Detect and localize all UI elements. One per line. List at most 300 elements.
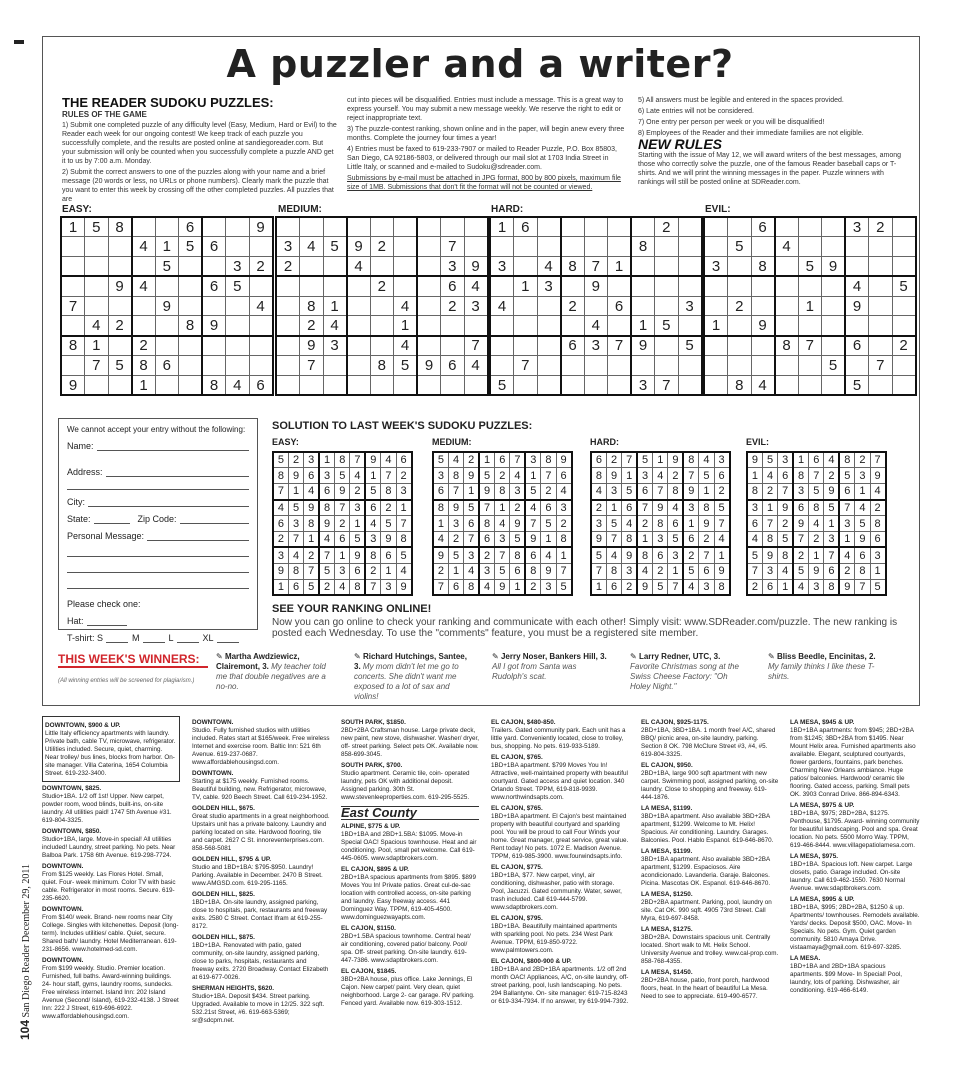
puzzle-cell[interactable] — [678, 356, 702, 376]
puzzle-cell[interactable] — [347, 375, 371, 395]
puzzle-cell[interactable] — [417, 336, 441, 356]
puzzle-cell[interactable] — [441, 217, 465, 237]
puzzle-cell[interactable] — [417, 257, 441, 277]
puzzle-cell[interactable] — [704, 336, 728, 356]
puzzle-cell[interactable] — [85, 257, 109, 277]
puzzle-cell[interactable]: 4 — [394, 336, 418, 356]
puzzle-cell[interactable] — [775, 257, 799, 277]
puzzle-cell[interactable] — [892, 356, 916, 376]
puzzle-cell[interactable] — [276, 375, 300, 395]
puzzle-cell[interactable]: 9 — [631, 336, 655, 356]
puzzle-cell[interactable] — [85, 237, 109, 257]
puzzle-cell[interactable]: 1 — [61, 217, 85, 237]
hat-option[interactable] — [67, 616, 249, 626]
puzzle-cell[interactable]: 4 — [249, 296, 273, 316]
puzzle-cell[interactable] — [631, 356, 655, 376]
name-field[interactable] — [67, 441, 249, 451]
puzzle-cell[interactable] — [108, 375, 132, 395]
puzzle-cell[interactable] — [584, 237, 608, 257]
puzzle-cell[interactable] — [775, 356, 799, 376]
puzzle-cell[interactable] — [155, 375, 179, 395]
puzzle-cell[interactable] — [775, 276, 799, 296]
puzzle-cell[interactable]: 5 — [179, 237, 203, 257]
puzzle-cell[interactable] — [417, 375, 441, 395]
puzzle-cell[interactable]: 6 — [441, 276, 465, 296]
puzzle-cell[interactable] — [584, 296, 608, 316]
puzzle-cell[interactable]: 4 — [464, 356, 488, 376]
puzzle-cell[interactable]: 5 — [678, 336, 702, 356]
puzzle-cell[interactable]: 6 — [249, 375, 273, 395]
puzzle-cell[interactable] — [822, 237, 846, 257]
puzzle-cell[interactable]: 7 — [869, 356, 893, 376]
puzzle-cell[interactable]: 4 — [584, 316, 608, 336]
puzzle-cell[interactable]: 6 — [514, 217, 538, 237]
puzzle-cell[interactable] — [226, 296, 250, 316]
puzzle-cell[interactable] — [798, 375, 822, 395]
puzzle-cell[interactable] — [464, 316, 488, 336]
puzzle-cell[interactable] — [798, 276, 822, 296]
puzzle-cell[interactable] — [822, 316, 846, 336]
puzzle-cell[interactable] — [370, 296, 394, 316]
puzzle-cell[interactable] — [276, 336, 300, 356]
puzzle-cell[interactable]: 6 — [608, 296, 632, 316]
puzzle-cell[interactable]: 2 — [869, 217, 893, 237]
puzzle-cell[interactable]: 2 — [728, 296, 752, 316]
puzzle-cell[interactable] — [775, 316, 799, 336]
puzzle-cell[interactable]: 3 — [323, 336, 347, 356]
puzzle-cell[interactable]: 3 — [490, 257, 514, 277]
puzzle-cell[interactable] — [276, 316, 300, 336]
puzzle-cell[interactable] — [845, 237, 869, 257]
puzzle-cell[interactable] — [179, 257, 203, 277]
puzzle-cell[interactable]: 4 — [323, 316, 347, 336]
puzzle-cell[interactable]: 9 — [822, 257, 846, 277]
puzzle-cell[interactable]: 3 — [704, 257, 728, 277]
puzzle-cell[interactable] — [108, 296, 132, 316]
puzzle-cell[interactable]: 8 — [108, 217, 132, 237]
puzzle-cell[interactable]: 2 — [441, 296, 465, 316]
puzzle-cell[interactable] — [584, 356, 608, 376]
puzzle-cell[interactable] — [704, 217, 728, 237]
puzzle-cell[interactable] — [869, 257, 893, 277]
puzzle-cell[interactable]: 5 — [226, 276, 250, 296]
puzzle-cell[interactable] — [537, 356, 561, 376]
puzzle-cell[interactable]: 9 — [845, 296, 869, 316]
puzzle-cell[interactable] — [202, 296, 226, 316]
puzzle-cell[interactable] — [61, 276, 85, 296]
puzzle-cell[interactable] — [514, 296, 538, 316]
puzzle-cell[interactable]: 6 — [179, 217, 203, 237]
puzzle-cell[interactable]: 2 — [300, 316, 324, 336]
puzzle-cell[interactable] — [276, 296, 300, 316]
puzzle-cell[interactable] — [249, 276, 273, 296]
puzzle-cell[interactable] — [155, 276, 179, 296]
puzzle-cell[interactable] — [514, 375, 538, 395]
puzzle-cell[interactable] — [892, 296, 916, 316]
puzzle-cell[interactable]: 2 — [249, 257, 273, 277]
puzzle-cell[interactable]: 9 — [464, 257, 488, 277]
puzzle-cell[interactable]: 6 — [751, 217, 775, 237]
puzzle-cell[interactable] — [249, 336, 273, 356]
puzzle-cell[interactable] — [798, 316, 822, 336]
puzzle-cell[interactable] — [869, 316, 893, 336]
puzzle-cell[interactable] — [61, 316, 85, 336]
puzzle-cell[interactable] — [155, 316, 179, 336]
puzzle-cell[interactable] — [678, 257, 702, 277]
puzzle-cell[interactable]: 7 — [798, 336, 822, 356]
puzzle-cell[interactable]: 5 — [490, 375, 514, 395]
puzzle-cell[interactable] — [85, 296, 109, 316]
puzzle-cell[interactable]: 1 — [704, 316, 728, 336]
puzzle-cell[interactable] — [892, 237, 916, 257]
puzzle-cell[interactable]: 4 — [347, 257, 371, 277]
puzzle-cell[interactable]: 4 — [300, 237, 324, 257]
puzzle-cell[interactable]: 4 — [845, 276, 869, 296]
message-field[interactable] — [67, 531, 249, 541]
puzzle-cell[interactable] — [869, 375, 893, 395]
puzzle-cell[interactable] — [561, 276, 585, 296]
puzzle-cell[interactable]: 4 — [85, 316, 109, 336]
puzzle-cell[interactable] — [728, 257, 752, 277]
puzzle-cell[interactable]: 1 — [608, 257, 632, 277]
puzzle-cell[interactable] — [704, 356, 728, 376]
easy-puzzle-grid[interactable] — [60, 216, 274, 396]
puzzle-cell[interactable] — [300, 257, 324, 277]
puzzle-cell[interactable]: 4 — [132, 237, 156, 257]
puzzle-cell[interactable] — [132, 316, 156, 336]
puzzle-cell[interactable] — [202, 356, 226, 376]
puzzle-cell[interactable]: 7 — [584, 257, 608, 277]
puzzle-cell[interactable] — [751, 336, 775, 356]
puzzle-cell[interactable] — [822, 336, 846, 356]
puzzle-cell[interactable]: 3 — [226, 257, 250, 277]
puzzle-cell[interactable] — [728, 217, 752, 237]
puzzle-cell[interactable]: 8 — [728, 375, 752, 395]
puzzle-cell[interactable]: 4 — [394, 296, 418, 316]
puzzle-cell[interactable]: 2 — [892, 336, 916, 356]
puzzle-cell[interactable] — [226, 237, 250, 257]
puzzle-cell[interactable] — [370, 336, 394, 356]
puzzle-cell[interactable]: 8 — [61, 336, 85, 356]
puzzle-cell[interactable]: 9 — [751, 316, 775, 336]
puzzle-cell[interactable] — [822, 276, 846, 296]
puzzle-cell[interactable]: 6 — [845, 336, 869, 356]
puzzle-cell[interactable]: 5 — [822, 356, 846, 376]
puzzle-cell[interactable] — [561, 375, 585, 395]
puzzle-cell[interactable]: 4 — [751, 375, 775, 395]
puzzle-cell[interactable]: 2 — [276, 257, 300, 277]
puzzle-cell[interactable]: 5 — [323, 237, 347, 257]
puzzle-cell[interactable]: 9 — [417, 356, 441, 376]
puzzle-cell[interactable] — [202, 257, 226, 277]
puzzle-cell[interactable]: 7 — [464, 336, 488, 356]
puzzle-cell[interactable] — [514, 316, 538, 336]
puzzle-cell[interactable]: 3 — [464, 296, 488, 316]
puzzle-cell[interactable] — [678, 316, 702, 336]
puzzle-cell[interactable]: 8 — [561, 257, 585, 277]
puzzle-cell[interactable] — [728, 316, 752, 336]
puzzle-cell[interactable]: 9 — [249, 217, 273, 237]
puzzle-cell[interactable] — [323, 217, 347, 237]
puzzle-cell[interactable]: 2 — [132, 336, 156, 356]
puzzle-cell[interactable] — [514, 237, 538, 257]
puzzle-cell[interactable]: 3 — [441, 257, 465, 277]
puzzle-cell[interactable]: 1 — [85, 336, 109, 356]
puzzle-cell[interactable]: 9 — [347, 237, 371, 257]
puzzle-cell[interactable]: 3 — [276, 237, 300, 257]
puzzle-cell[interactable] — [347, 296, 371, 316]
puzzle-cell[interactable]: 5 — [728, 237, 752, 257]
puzzle-cell[interactable]: 8 — [751, 257, 775, 277]
puzzle-cell[interactable] — [775, 375, 799, 395]
puzzle-cell[interactable]: 3 — [678, 296, 702, 316]
puzzle-cell[interactable] — [61, 356, 85, 376]
puzzle-cell[interactable] — [751, 237, 775, 257]
puzzle-cell[interactable] — [347, 217, 371, 237]
puzzle-cell[interactable] — [347, 276, 371, 296]
puzzle-cell[interactable] — [822, 296, 846, 316]
puzzle-cell[interactable]: 9 — [108, 276, 132, 296]
puzzle-cell[interactable] — [537, 336, 561, 356]
puzzle-cell[interactable]: 5 — [155, 257, 179, 277]
puzzle-cell[interactable] — [108, 336, 132, 356]
puzzle-cell[interactable] — [490, 237, 514, 257]
puzzle-cell[interactable] — [226, 356, 250, 376]
puzzle-cell[interactable]: 3 — [537, 276, 561, 296]
puzzle-cell[interactable]: 3 — [584, 336, 608, 356]
puzzle-cell[interactable] — [678, 217, 702, 237]
puzzle-cell[interactable] — [179, 356, 203, 376]
puzzle-cell[interactable] — [704, 296, 728, 316]
puzzle-cell[interactable] — [394, 257, 418, 277]
puzzle-cell[interactable] — [584, 375, 608, 395]
puzzle-cell[interactable] — [751, 276, 775, 296]
puzzle-cell[interactable] — [323, 276, 347, 296]
puzzle-cell[interactable] — [845, 316, 869, 336]
puzzle-cell[interactable] — [704, 375, 728, 395]
puzzle-cell[interactable] — [869, 296, 893, 316]
puzzle-cell[interactable]: 1 — [394, 316, 418, 336]
puzzle-cell[interactable] — [179, 375, 203, 395]
puzzle-cell[interactable] — [276, 356, 300, 376]
puzzle-cell[interactable] — [464, 217, 488, 237]
puzzle-cell[interactable] — [537, 217, 561, 237]
puzzle-cell[interactable] — [892, 316, 916, 336]
puzzle-cell[interactable] — [490, 336, 514, 356]
puzzle-cell[interactable] — [441, 375, 465, 395]
puzzle-cell[interactable] — [417, 296, 441, 316]
puzzle-cell[interactable]: 9 — [300, 336, 324, 356]
puzzle-cell[interactable] — [775, 217, 799, 237]
puzzle-cell[interactable]: 3 — [631, 375, 655, 395]
puzzle-cell[interactable] — [704, 237, 728, 257]
puzzle-cell[interactable] — [226, 217, 250, 237]
puzzle-cell[interactable]: 9 — [155, 296, 179, 316]
puzzle-cell[interactable] — [370, 316, 394, 336]
puzzle-cell[interactable] — [655, 356, 679, 376]
puzzle-cell[interactable] — [347, 316, 371, 336]
puzzle-cell[interactable] — [798, 237, 822, 257]
puzzle-cell[interactable] — [276, 276, 300, 296]
puzzle-cell[interactable] — [775, 296, 799, 316]
puzzle-cell[interactable]: 8 — [631, 237, 655, 257]
puzzle-cell[interactable] — [61, 237, 85, 257]
puzzle-cell[interactable]: 8 — [775, 336, 799, 356]
puzzle-cell[interactable] — [108, 257, 132, 277]
puzzle-cell[interactable] — [798, 217, 822, 237]
puzzle-cell[interactable] — [179, 336, 203, 356]
puzzle-cell[interactable]: 2 — [655, 217, 679, 237]
puzzle-cell[interactable] — [179, 296, 203, 316]
puzzle-cell[interactable] — [655, 336, 679, 356]
puzzle-cell[interactable]: 4 — [464, 276, 488, 296]
puzzle-cell[interactable] — [608, 276, 632, 296]
puzzle-cell[interactable] — [631, 276, 655, 296]
puzzle-cell[interactable] — [249, 316, 273, 336]
puzzle-cell[interactable] — [561, 316, 585, 336]
puzzle-cell[interactable]: 4 — [226, 375, 250, 395]
puzzle-cell[interactable] — [845, 356, 869, 376]
evil-puzzle-grid[interactable] — [703, 216, 917, 396]
puzzle-cell[interactable] — [394, 375, 418, 395]
puzzle-cell[interactable]: 7 — [514, 356, 538, 376]
puzzle-cell[interactable] — [300, 276, 324, 296]
puzzle-cell[interactable] — [370, 217, 394, 237]
puzzle-cell[interactable] — [798, 356, 822, 376]
puzzle-cell[interactable] — [678, 237, 702, 257]
puzzle-cell[interactable] — [608, 237, 632, 257]
puzzle-cell[interactable] — [537, 375, 561, 395]
puzzle-cell[interactable] — [490, 316, 514, 336]
puzzle-cell[interactable] — [417, 217, 441, 237]
puzzle-cell[interactable]: 5 — [798, 257, 822, 277]
puzzle-cell[interactable] — [892, 375, 916, 395]
medium-puzzle-grid[interactable] — [275, 216, 489, 396]
puzzle-cell[interactable]: 5 — [892, 276, 916, 296]
puzzle-cell[interactable]: 8 — [370, 356, 394, 376]
puzzle-cell[interactable]: 5 — [655, 316, 679, 336]
puzzle-cell[interactable] — [608, 356, 632, 376]
puzzle-cell[interactable] — [464, 375, 488, 395]
puzzle-cell[interactable] — [417, 237, 441, 257]
puzzle-cell[interactable]: 9 — [61, 375, 85, 395]
puzzle-cell[interactable] — [869, 336, 893, 356]
puzzle-cell[interactable] — [608, 217, 632, 237]
puzzle-cell[interactable] — [132, 296, 156, 316]
puzzle-cell[interactable] — [490, 276, 514, 296]
puzzle-cell[interactable] — [845, 257, 869, 277]
puzzle-cell[interactable] — [202, 336, 226, 356]
puzzle-cell[interactable] — [370, 257, 394, 277]
tshirt-option[interactable] — [67, 633, 249, 643]
puzzle-cell[interactable]: 3 — [845, 217, 869, 237]
puzzle-cell[interactable] — [441, 316, 465, 336]
puzzle-cell[interactable]: 5 — [845, 375, 869, 395]
puzzle-cell[interactable] — [394, 276, 418, 296]
puzzle-cell[interactable] — [347, 336, 371, 356]
puzzle-cell[interactable] — [751, 356, 775, 376]
puzzle-cell[interactable] — [323, 356, 347, 376]
puzzle-cell[interactable] — [728, 356, 752, 376]
puzzle-cell[interactable] — [108, 237, 132, 257]
puzzle-cell[interactable]: 8 — [202, 375, 226, 395]
puzzle-cell[interactable] — [85, 276, 109, 296]
puzzle-cell[interactable] — [323, 257, 347, 277]
city-field[interactable] — [67, 497, 249, 507]
puzzle-cell[interactable] — [370, 375, 394, 395]
puzzle-cell[interactable] — [394, 237, 418, 257]
puzzle-cell[interactable] — [226, 336, 250, 356]
puzzle-cell[interactable]: 1 — [323, 296, 347, 316]
puzzle-cell[interactable] — [751, 296, 775, 316]
puzzle-cell[interactable]: 7 — [608, 336, 632, 356]
puzzle-cell[interactable] — [464, 237, 488, 257]
puzzle-cell[interactable] — [85, 375, 109, 395]
puzzle-cell[interactable]: 9 — [584, 276, 608, 296]
puzzle-cell[interactable] — [822, 217, 846, 237]
puzzle-cell[interactable]: 9 — [202, 316, 226, 336]
puzzle-cell[interactable] — [155, 217, 179, 237]
puzzle-cell[interactable] — [514, 257, 538, 277]
puzzle-cell[interactable]: 5 — [108, 356, 132, 376]
puzzle-cell[interactable] — [608, 316, 632, 336]
puzzle-cell[interactable]: 1 — [631, 316, 655, 336]
hard-puzzle-grid[interactable] — [489, 216, 703, 396]
puzzle-cell[interactable]: 2 — [370, 276, 394, 296]
puzzle-cell[interactable]: 1 — [155, 237, 179, 257]
puzzle-cell[interactable] — [678, 276, 702, 296]
puzzle-cell[interactable]: 2 — [108, 316, 132, 336]
puzzle-cell[interactable]: 8 — [132, 356, 156, 376]
puzzle-cell[interactable] — [869, 237, 893, 257]
puzzle-cell[interactable] — [655, 237, 679, 257]
address-field[interactable] — [67, 467, 249, 477]
puzzle-cell[interactable] — [300, 375, 324, 395]
puzzle-cell[interactable] — [323, 375, 347, 395]
puzzle-cell[interactable]: 5 — [394, 356, 418, 376]
puzzle-cell[interactable] — [537, 316, 561, 336]
puzzle-cell[interactable]: 7 — [61, 296, 85, 316]
puzzle-cell[interactable] — [631, 257, 655, 277]
puzzle-cell[interactable] — [892, 217, 916, 237]
puzzle-cell[interactable] — [347, 356, 371, 376]
puzzle-cell[interactable] — [226, 316, 250, 336]
puzzle-cell[interactable] — [249, 237, 273, 257]
puzzle-cell[interactable]: 1 — [798, 296, 822, 316]
puzzle-cell[interactable] — [728, 336, 752, 356]
puzzle-cell[interactable] — [179, 276, 203, 296]
puzzle-cell[interactable] — [537, 296, 561, 316]
puzzle-cell[interactable]: 1 — [514, 276, 538, 296]
puzzle-cell[interactable] — [132, 257, 156, 277]
puzzle-cell[interactable]: 7 — [85, 356, 109, 376]
puzzle-cell[interactable]: 6 — [441, 356, 465, 376]
puzzle-cell[interactable] — [514, 336, 538, 356]
puzzle-cell[interactable]: 2 — [561, 296, 585, 316]
puzzle-cell[interactable] — [155, 336, 179, 356]
puzzle-cell[interactable] — [631, 296, 655, 316]
puzzle-cell[interactable] — [561, 237, 585, 257]
puzzle-cell[interactable]: 7 — [655, 375, 679, 395]
puzzle-cell[interactable]: 4 — [132, 276, 156, 296]
puzzle-cell[interactable] — [61, 257, 85, 277]
puzzle-cell[interactable] — [132, 217, 156, 237]
puzzle-cell[interactable] — [394, 217, 418, 237]
puzzle-cell[interactable]: 1 — [132, 375, 156, 395]
puzzle-cell[interactable] — [822, 375, 846, 395]
puzzle-cell[interactable] — [678, 375, 702, 395]
puzzle-cell[interactable]: 1 — [490, 217, 514, 237]
